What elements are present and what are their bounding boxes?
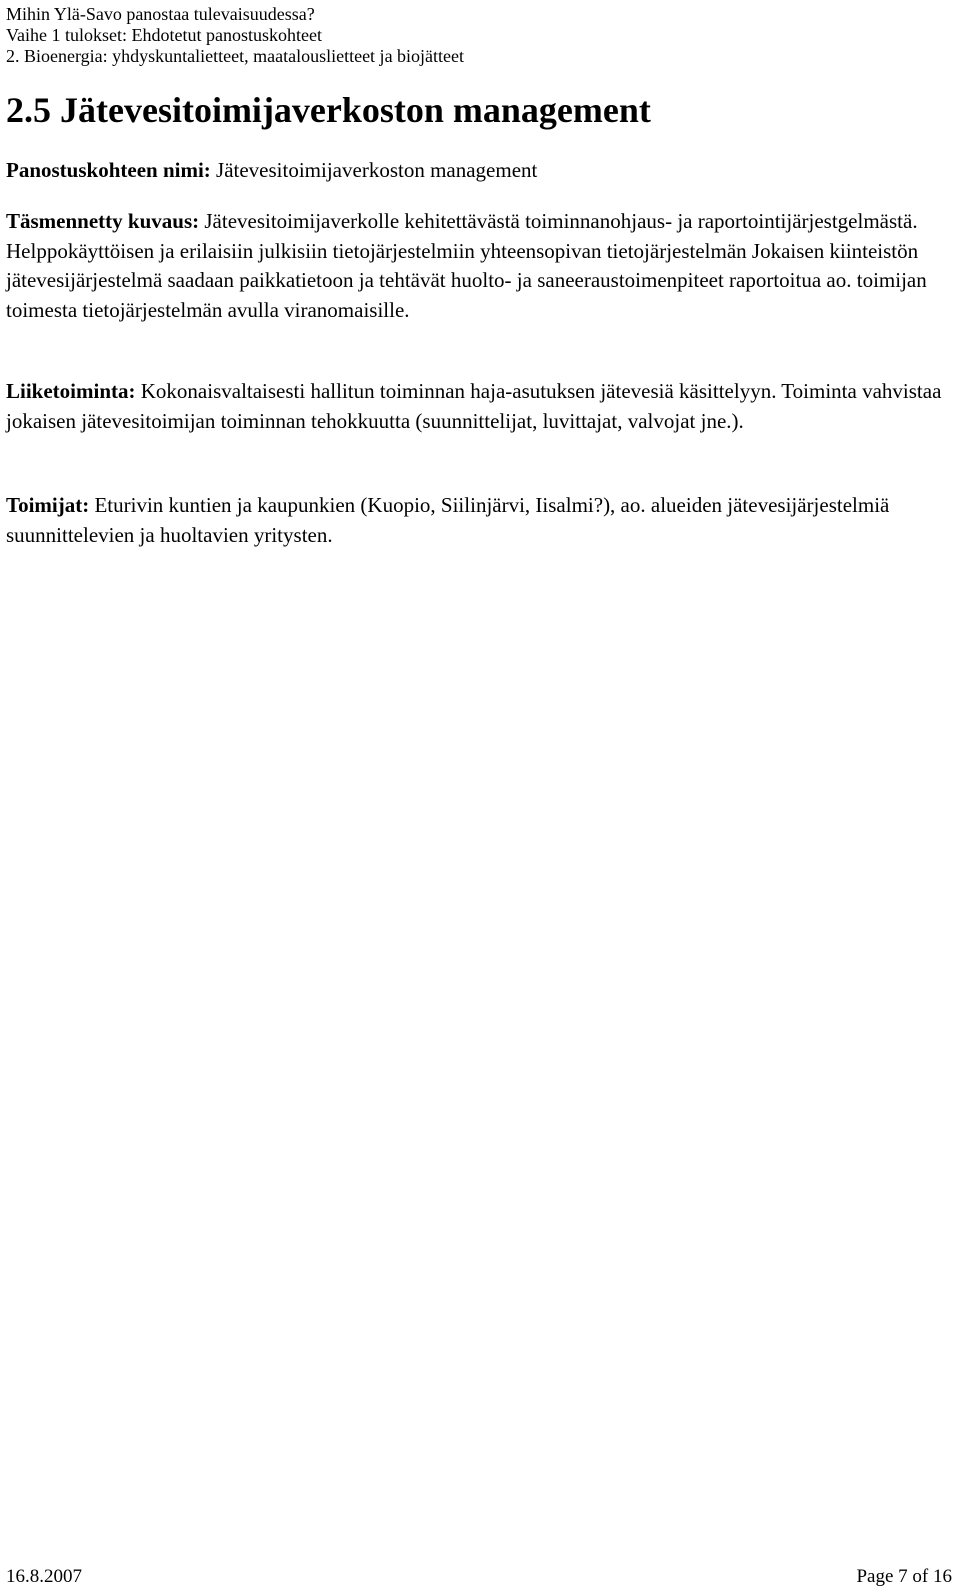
header-line-2: Vaihe 1 tulokset: Ehdotetut panostuskohteet [6, 25, 322, 45]
section-actors-text: Eturivin kuntien ja kaupunkien (Kuopio, Siilinjärvi, Iisalmi?), ao. alueiden jätevesijärjestelmiä suunnittelevien ja huoltavien yritysten. [6, 493, 890, 547]
header-line-1: Mihin Ylä-Savo panostaa tulevaisuudessa? [6, 4, 315, 24]
page-title: 2.5 Jätevesitoimijaverkoston management [6, 90, 651, 130]
header-line-3: 2. Bioenergia: yhdyskuntalietteet, maatalouslietteet ja biojätteet [6, 46, 465, 66]
section-business [6, 377, 950, 436]
section-description-text: Jätevesitoimijaverkolle kehitettävästä toiminnanohjaus- ja raportointijärjestgelmästä. Helppokäyttöisen ja erilaisiin julkisiin tietojärjestelmiin yhteensopivan tietojärjestelmän Jokaisen kiinteistön jätevesijärjestelmä saadaan paikkatietoon ja tehtävät huolto- ja saneeraustoimenpiteet raportoitua ao. toimijan toimesta tietojärjestelmän avulla viranomaisille. [6, 209, 927, 322]
document-header [6, 4, 946, 67]
section-business-text: Kokonaisvaltaisesti hallitun toiminnan haja-asutuksen jätevesiä käsittelyyn. Toiminta vahvistaa jokaisen jätevesitoimijan toiminnan tehokkuutta (suunnittelijat, luvittajat, valvojat jne.). [6, 379, 942, 433]
section-name-text: Jätevesitoimijaverkoston management [216, 158, 538, 182]
section-description-label: Täsmennetty kuvaus: [6, 209, 200, 233]
section-actors [6, 491, 950, 550]
section-name-label: Panostuskohteen nimi: [6, 158, 211, 182]
footer-page-number: Page 7 of 16 [856, 1566, 952, 1587]
section-name [6, 156, 950, 186]
section-actors-label: Toimijat: [6, 493, 90, 517]
section-description [6, 207, 950, 325]
section-business-label: Liiketoiminta: [6, 379, 136, 403]
footer-date: 16.8.2007 [6, 1566, 82, 1587]
